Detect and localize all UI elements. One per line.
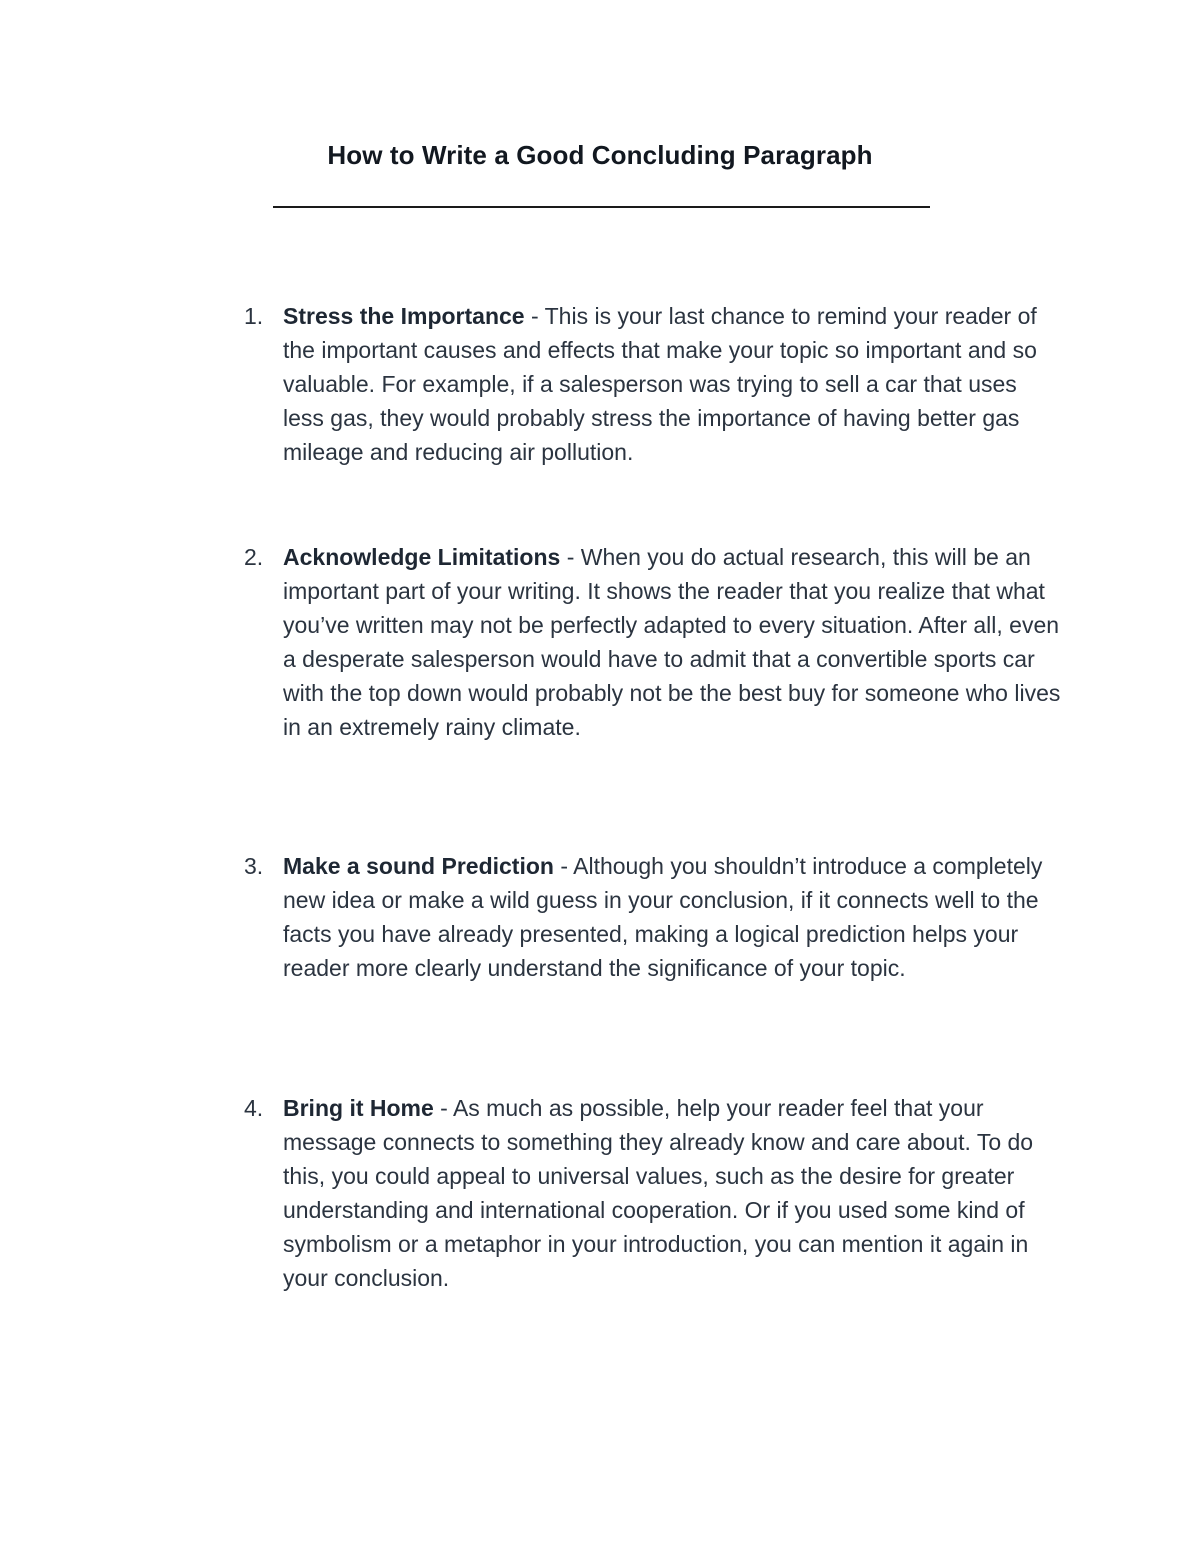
list-item [244, 1091, 1064, 1295]
item-heading: Acknowledge Limitations [283, 544, 561, 570]
item-number: 1. [244, 303, 264, 329]
item-body [283, 849, 1064, 985]
title-underline [273, 206, 930, 208]
item-separator: - [560, 544, 581, 570]
item-text: When you do actual research, this will be an important part of your writing. It shows the reader that you realize that what you’ve written may not be perfectly adapted to every situation. After all, even a desperate salesperson would have to admit that a convertible sports car with the top down would probably not be the best buy for someone who lives in an extremely rainy climate. [283, 544, 1061, 740]
item-heading: Stress the Importance [283, 303, 525, 329]
list-item [244, 849, 1064, 985]
list-item [244, 540, 1064, 744]
item-heading: Make a sound Prediction [283, 853, 554, 879]
item-number: 3. [244, 853, 264, 879]
item-text: Although you shouldn’t introduce a completely new idea or make a wild guess in your conclusion, if it connects well to the facts you have already presented, making a logical prediction helps your reader more clearly understand the significance of your topic. [283, 853, 1043, 981]
item-number: 2. [244, 544, 264, 570]
item-separator: - [524, 303, 545, 329]
item-number: 4. [244, 1095, 264, 1121]
list-item [244, 299, 1064, 469]
item-separator: - [553, 853, 574, 879]
document-title: How to Write a Good Concluding Paragraph [327, 140, 873, 170]
item-text: As much as possible, help your reader feel that your message connects to something they already know and care about. To do this, you could appeal to universal values, such as the desire for greater understanding and international cooperation. Or if you used some kind of symbolism or a metaphor in your introduction, you can mention it again in your conclusion. [283, 1095, 1034, 1291]
item-body [283, 299, 1064, 469]
item-body [283, 1091, 1064, 1295]
item-text: This is your last chance to remind your reader of the important causes and effects that make your topic so important and so valuable. For example, if a salesperson was trying to sell a car that uses less gas, they would probably stress the importance of having better gas mileage and reducing air pollution. [283, 303, 1037, 465]
item-heading: Bring it Home [283, 1095, 434, 1121]
item-separator: - [433, 1095, 453, 1121]
item-body [283, 540, 1064, 744]
